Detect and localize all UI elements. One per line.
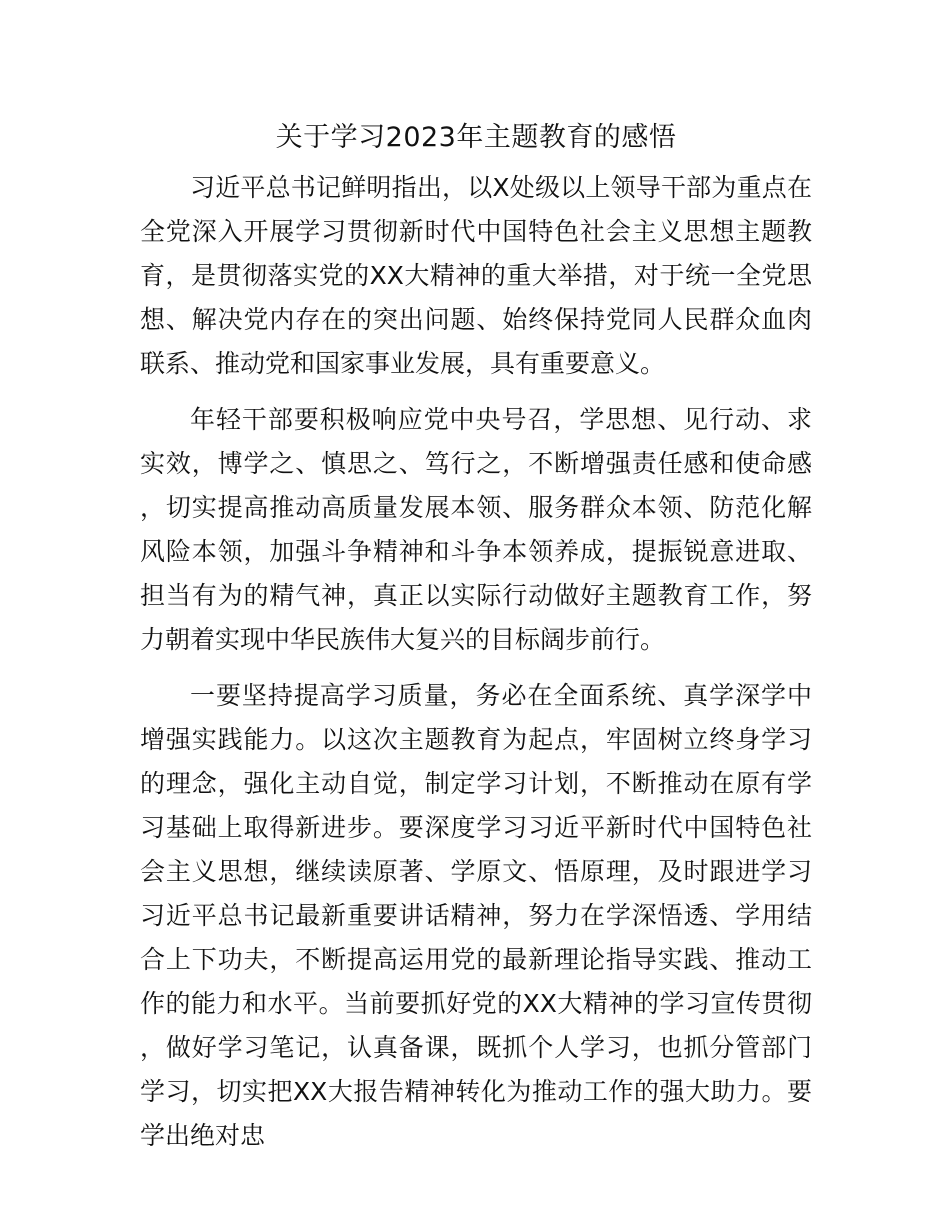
paragraph-3: 一要坚持提高学习质量，务必在全面系统、真学深学中增强实践能力。以这次主题教育为起点，牢固树立终身学习的理念，强化主动自觉，制定学习计划，不断推动在原有学习基础上取得新进步。要深度学习习近平新时代中国特色社会主义思想，继续读原著、学原文、悟原理，及时跟进学习习近平总书记最新重要讲话精神，努力在学深悟透、学用结合上下功夫，不断提高运用党的最新理论指导实践、推动工作的能力和水平。当前要抓好党的XX大精神的学习宣传贯彻，做好学习笔记，认真备课，既抓个人学习，也抓分管部门学习，切实把XX大报告精神转化为推动工作的强大助力。要学出绝对忠	[140, 681, 812, 1150]
paragraph-2: 年轻干部要积极响应党中央号召，学思想、见行动、求实效，博学之、慎思之、笃行之，不断增强责任感和使命感，切实提高推动高质量发展本领、服务群众本领、防范化解风险本领，加强斗争精神和斗争本领养成，提振锐意进取、担当有为的精气神，真正以实际行动做好主题教育工作，努力朝着实现中华民族伟大复兴的目标阔步前行。	[140, 405, 812, 654]
document-body	[140, 118, 812, 1170]
paragraph-1: 习近平总书记鲜明指出，以X处级以上领导干部为重点在全党深入开展学习贯彻新时代中国特色社会主义思想主题教育，是贯彻落实党的XX大精神的重大举措，对于统一全党思想、解决党内存在的突出问题、始终保持党同人民群众血肉联系、推动党和国家事业发展，具有重要意义。	[140, 173, 812, 378]
document-title: 关于学习2023年主题教育的感悟	[275, 122, 677, 153]
